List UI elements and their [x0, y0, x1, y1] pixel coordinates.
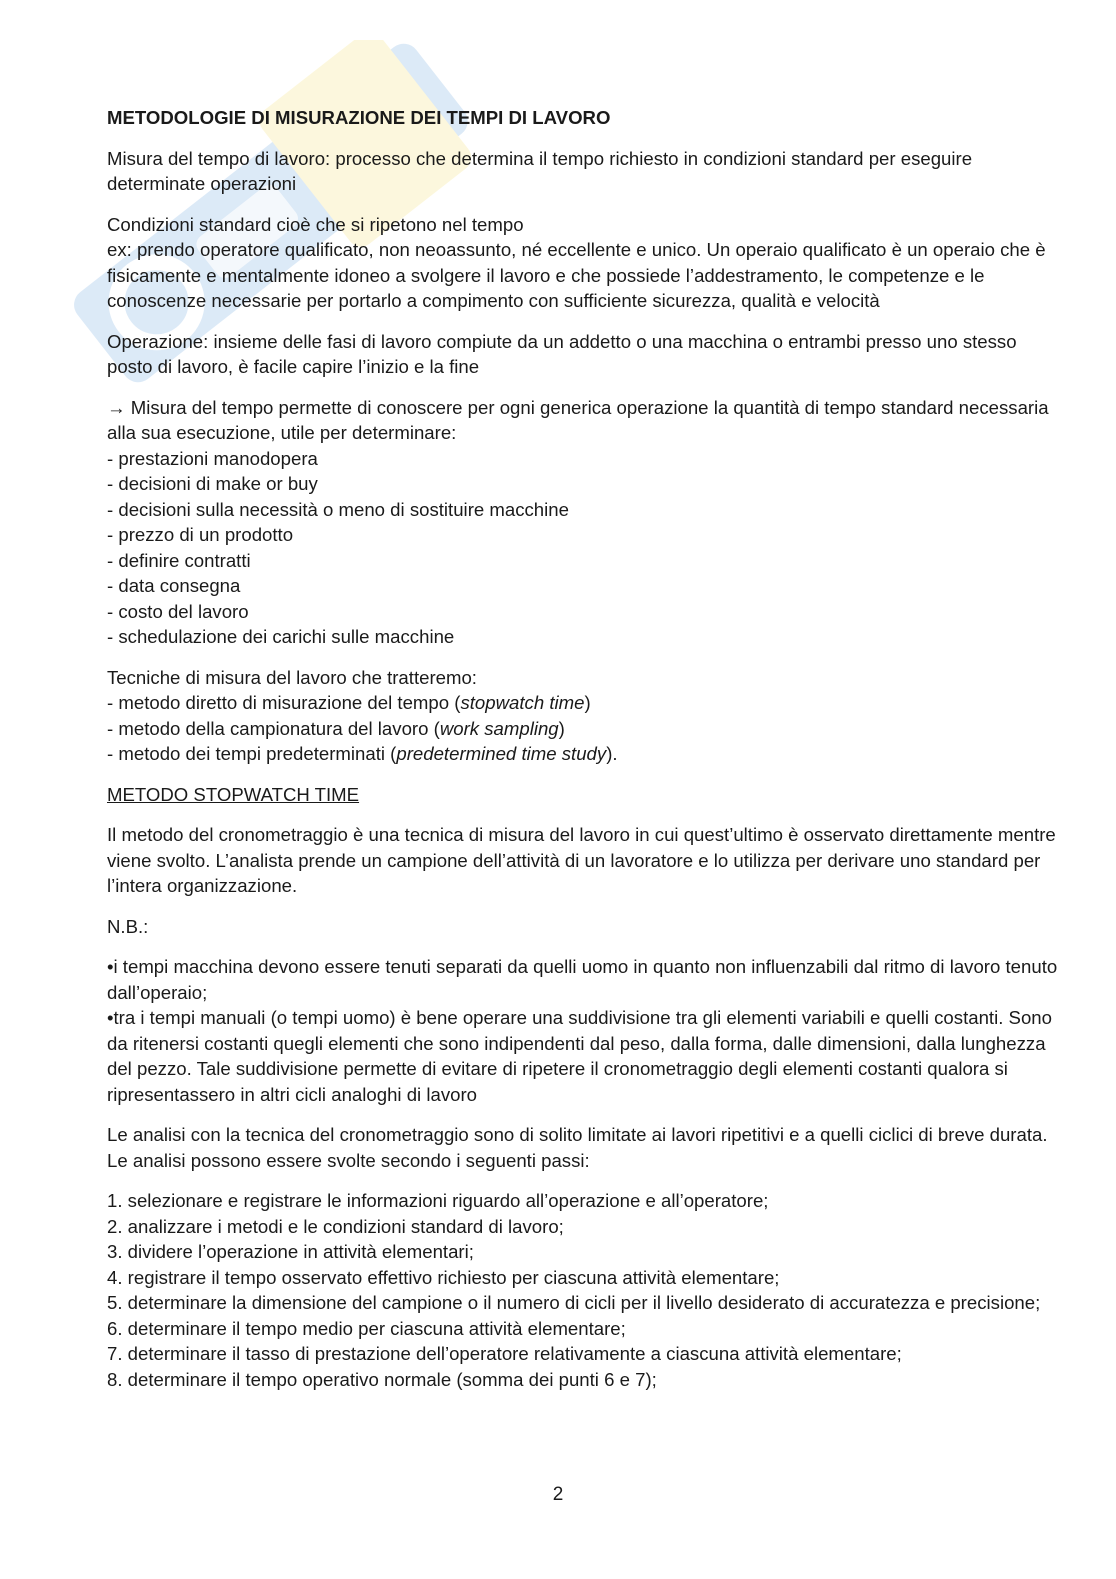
list-item: [107, 690, 1062, 716]
tecnica-text: - metodo dei tempi predeterminati (: [107, 743, 397, 764]
step-item: 5. determinare la dimensione del campione o il numero di cicli per il livello desiderato di accuratezza e precisione;: [107, 1292, 1041, 1313]
list-item: - definire contratti: [107, 549, 251, 571]
uses-intro: [107, 395, 1062, 446]
list-item: - prestazioni manodopera: [107, 447, 318, 469]
condizioni-line-1: Condizioni standard cioè che si ripetono nel tempo: [107, 213, 524, 235]
step-item: 1. selezionare e registrare le informazioni riguardo all’operazione e all’operatore;: [107, 1190, 769, 1211]
tecnica-term: stopwatch time: [460, 692, 585, 713]
step-item: 3. dividere l’operazione in attività elementari;: [107, 1241, 474, 1262]
tecnica-text: ).: [606, 743, 618, 764]
paragraph-analisi: Le analisi con la tecnica del cronometraggio sono di solito limitate ai lavori ripetitivi e a quelli ciclici di breve durata. Le analisi possono essere svolte secondo i seguenti passi:: [107, 1124, 1048, 1171]
list-item: - decisioni sulla necessità o meno di sostituire macchine: [107, 498, 569, 520]
step-item: 7. determinare il tasso di prestazione dell’operatore relativamente a ciascuna attività elementare;: [107, 1343, 902, 1364]
step-item: 2. analizzare i metodi e le condizioni standard di lavoro;: [107, 1215, 564, 1237]
tecnica-text: - metodo della campionatura del lavoro (: [107, 717, 440, 739]
paragraph-condizioni: [107, 212, 1062, 314]
list-item: - decisioni di make or buy: [107, 473, 318, 494]
list-item: [107, 716, 1062, 742]
paragraph-operazione: Operazione: insieme delle fasi di lavoro compiute da un addetto o una macchina o entrambi presso uno stesso posto di lavoro, è facile capire l’inizio e la fine: [107, 330, 1017, 377]
nb-bullet-1: •i tempi macchina devono essere tenuti separati da quelli uomo in quanto non influenzabili dal ritmo di lavoro tenuto dall’operaio;: [107, 956, 1058, 1003]
paragraph-tecniche: [107, 665, 1062, 767]
arrow-icon: →: [107, 396, 126, 418]
step-item: 4. registrare il tempo osservato effettivo richiesto per ciascuna attività elementare;: [107, 1266, 780, 1288]
tecnica-term: predetermined time study: [396, 743, 607, 764]
list-item: - costo del lavoro: [107, 600, 249, 622]
tecnica-text: - metodo diretto di misurazione del tempo (: [107, 692, 461, 713]
tecnica-text: ): [584, 692, 591, 713]
paragraph-nb: [107, 954, 1062, 1107]
tecniche-intro: Tecniche di misura del lavoro che tratteremo:: [107, 666, 477, 688]
nb-label: N.B.:: [107, 915, 149, 937]
list-item: - data consegna: [107, 575, 241, 596]
page-number: 2: [552, 1484, 564, 1505]
uses-intro-text: Misura del tempo permette di conoscere per ogni generica operazione la quantità di tempo standard necessaria alla sua esecuzione, utile per determinare:: [107, 396, 1049, 443]
list-item: - schedulazione dei carichi sulle macchine: [107, 626, 455, 647]
list-item: [107, 741, 1062, 767]
steps-list: [107, 1188, 1062, 1392]
step-item: 8. determinare il tempo operativo normale (somma dei punti 6 e 7);: [107, 1368, 657, 1390]
nb-bullet-2: •tra i tempi manuali (o tempi uomo) è bene operare una suddivisione tra gli elementi variabili e quelli costanti. Sono da ritenersi costanti quegli elementi che sono indipendenti dal peso, dalla forma, dalle dimensioni, dalla lunghezza del pezzo. Tale suddivisione permette di evitare di ripetere il cronometraggio degli elementi costanti qualora si ripresentassero in altri cicli analoghi di lavoro: [107, 1007, 1052, 1105]
paragraph-uses: [107, 395, 1062, 650]
document-body: [107, 105, 1062, 1407]
document-title: METODOLOGIE DI MISURAZIONE DEI TEMPI DI LAVORO: [107, 107, 611, 128]
tecnica-text: ): [558, 717, 565, 739]
paragraph-cronometraggio: Il metodo del cronometraggio è una tecnica di misura del lavoro in cui quest’ultimo è osservato direttamente mentre viene svolto. L’analista prende un campione dell’attività di un lavoratore e lo utilizza per derivare uno standard per l’intera organizzazione.: [107, 824, 1056, 896]
section-title: METODO STOPWATCH TIME: [107, 783, 360, 805]
tecnica-term: work sampling: [439, 717, 559, 739]
condizioni-line-2: ex: prendo operatore qualificato, non neoassunto, né eccellente e unico. Un operaio qualificato è un operaio che è fisicamente e mentalmente idoneo a svolgere il lavoro e che possiede l’addestramento, le competenze e le conoscenze necessarie per portarlo a compimento con sufficiente sicurezza, qualità e velocità: [107, 239, 1046, 311]
paragraph-misura: Misura del tempo di lavoro: processo che determina il tempo richiesto in condizioni standard per eseguire determinate operazioni: [107, 147, 973, 194]
list-item: - prezzo di un prodotto: [107, 524, 294, 545]
step-item: 6. determinare il tempo medio per ciascuna attività elementare;: [107, 1317, 626, 1339]
